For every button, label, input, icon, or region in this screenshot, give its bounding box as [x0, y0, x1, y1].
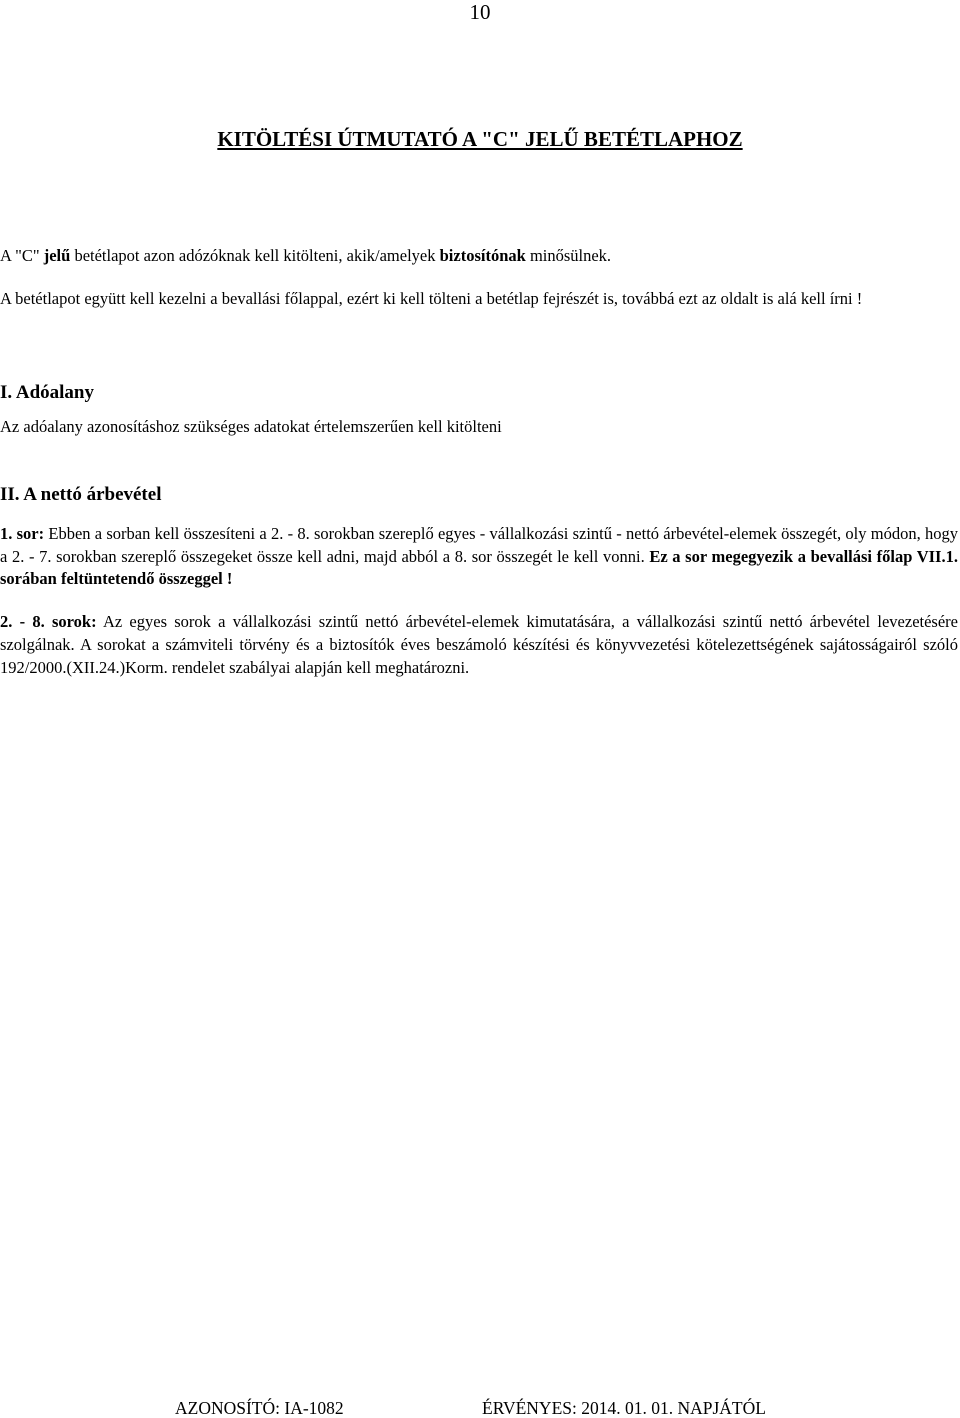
intro-paragraph-2	[0, 287, 958, 310]
section1-body: Az adóalany azonosításhoz szükséges adatokat értelemszerűen kell kitölteni	[0, 417, 502, 436]
row-label: 1. sor:	[0, 524, 45, 543]
row1-paragraph	[0, 523, 958, 591]
page-number: 10	[469, 0, 491, 24]
intro-text-bold: biztosítónak	[439, 246, 526, 265]
intro-text: minősülnek.	[525, 246, 612, 265]
intro-text: A "C"	[0, 246, 44, 265]
intro-text: A betétlapot együtt kell kezelni a bevallási főlappal, ezért ki kell tölteni a betétlap fejrészét is, továbbá ezt az oldalt is alá kell írni !	[0, 289, 863, 308]
section-heading-adoalany: I. Adóalany	[0, 382, 94, 403]
intro-text: betétlapot azon adózóknak kell kitölteni, akik/amelyek	[70, 246, 440, 265]
section-heading-netto-arbevetel: II. A nettó árbevétel	[0, 484, 162, 505]
rows2-8-paragraph	[0, 610, 958, 679]
row-label: 2. - 8. sorok:	[0, 612, 97, 631]
page-title: KITÖLTÉSI ÚTMUTATÓ A "C" JELŰ BETÉTLAPHOZ	[217, 127, 743, 151]
row-text: Az egyes sorok a vállalkozási szintű nettó árbevétel-elemek kimutatására, a vállalkozási szintű nettó árbevétel levezetésére szolgálnak. A sorokat a számviteli törvény és a biztosítók éves beszámoló készítési és könyvvezetési kötelezettségének sajátosságairól szóló 192/2000.(XII.24.)Korm. rendelet szabályai alapján kell meghatározni.	[0, 612, 958, 677]
row-text-bold: Ez a sor megegyezik a bevallási főlap VII.1. sorában feltüntetendő összeggel !	[0, 546, 958, 588]
intro-text-bold: jelű	[43, 246, 71, 265]
footer-validity: ÉRVÉNYES: 2014. 01. 01. NAPJÁTÓL	[482, 1398, 766, 1418]
intro-paragraph-1	[0, 245, 958, 267]
row-text: Ebben a sorban kell összesíteni a 2. - 8. sorokban szereplő egyes - vállalkozási szintű - nettó árbevétel-elemek összegét, oly módon, hogy a 2. - 7. sorokban szereplő összegeket össze kell adni, majd abból a 8. sor összegét le kell vonni.	[0, 524, 958, 566]
footer-id: AZONOSÍTÓ: IA-1082	[175, 1398, 344, 1418]
